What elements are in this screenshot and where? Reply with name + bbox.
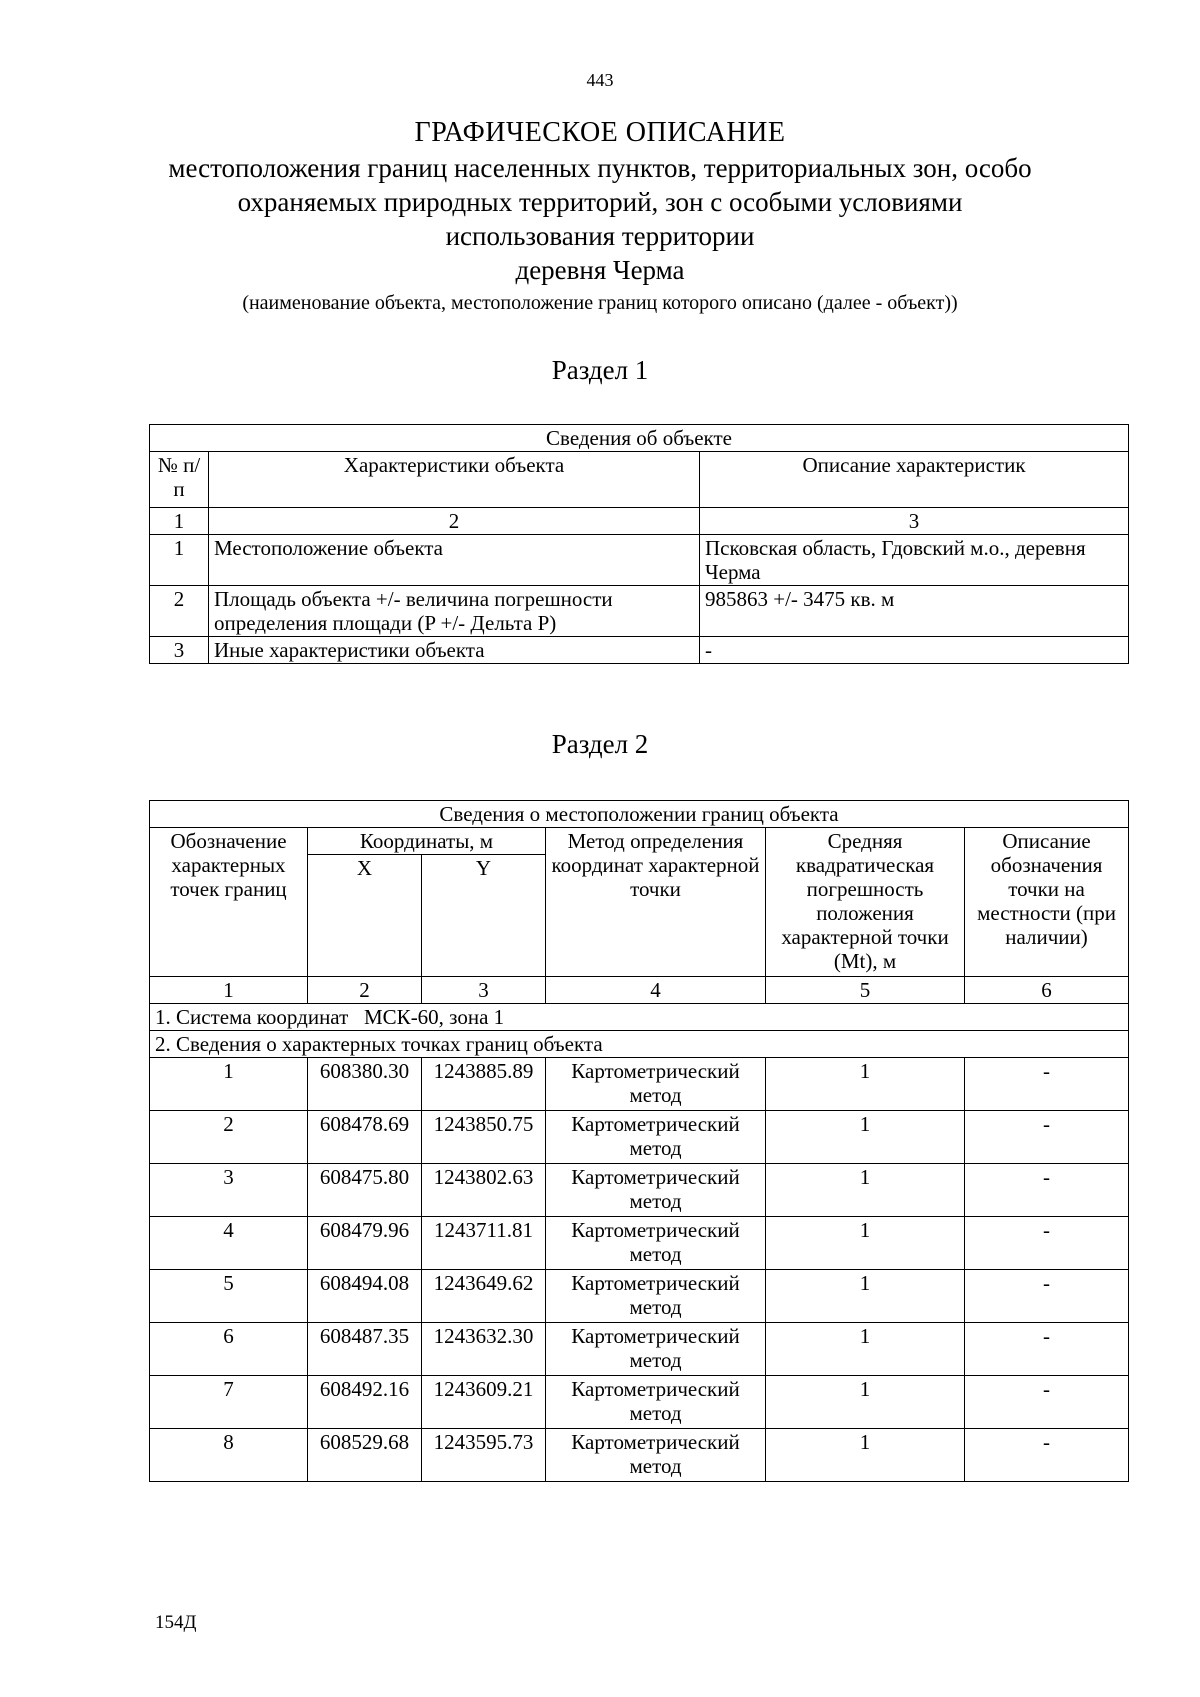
coordinate-system-row: 1. Система координат МСК-60, зона 1 [150, 1004, 1129, 1031]
table-row [150, 1164, 1129, 1217]
column-number: 6 [965, 977, 1129, 1004]
points-body [150, 1058, 1129, 1482]
x-coordinate-cell: 608529.68 [308, 1429, 422, 1482]
table-row [150, 1058, 1129, 1111]
column-header: № п/п [150, 452, 209, 508]
x-coordinate-cell: 608478.69 [308, 1111, 422, 1164]
error-cell: 1 [766, 1164, 965, 1217]
object-name-note: (наименование объекта, местоположение границ которого описано (далее - объект)) [242, 292, 958, 314]
column-number: 2 [209, 508, 700, 535]
column-number: 2 [308, 977, 422, 1004]
table-caption: Сведения о местоположении границ объекта [150, 801, 1129, 828]
y-coordinate-cell: 1243802.63 [422, 1164, 546, 1217]
method-cell: Картометрический метод [546, 1376, 766, 1429]
point-description-cell: - [965, 1164, 1129, 1217]
description-cell: Псковская область, Гдовский м.о., деревня Черма [700, 535, 1129, 586]
description-cell: 985863 +/- 3475 кв. м [700, 586, 1129, 637]
table-row [150, 1429, 1129, 1482]
row-number: 3 [150, 637, 209, 664]
column-header-coordinates: Координаты, м [308, 828, 546, 855]
point-description-cell: - [965, 1217, 1129, 1270]
table-caption: Сведения об объекте [150, 425, 1129, 452]
document-title [0, 115, 1200, 317]
y-coordinate-cell: 1243649.62 [422, 1270, 546, 1323]
point-description-cell: - [965, 1429, 1129, 1482]
x-coordinate-cell: 608380.30 [308, 1058, 422, 1111]
method-cell: Картометрический метод [546, 1217, 766, 1270]
point-id-cell: 5 [150, 1270, 308, 1323]
point-id-cell: 8 [150, 1429, 308, 1482]
column-header-x: X [308, 855, 422, 977]
section-1-title: Раздел 1 [551, 355, 649, 385]
table-row [150, 535, 1129, 586]
point-id-cell: 4 [150, 1217, 308, 1270]
column-number: 1 [150, 508, 209, 535]
point-description-cell: - [965, 1111, 1129, 1164]
point-id-cell: 7 [150, 1376, 308, 1429]
error-cell: 1 [766, 1270, 965, 1323]
table-row [150, 1323, 1129, 1376]
characteristic-cell: Местоположение объекта [209, 535, 700, 586]
x-coordinate-cell: 608494.08 [308, 1270, 422, 1323]
method-cell: Картометрический метод [546, 1270, 766, 1323]
error-cell: 1 [766, 1376, 965, 1429]
x-coordinate-cell: 608475.80 [308, 1164, 422, 1217]
point-id-cell: 6 [150, 1323, 308, 1376]
row-number: 1 [150, 535, 209, 586]
object-info-table [149, 424, 1129, 664]
page-number: 443 [586, 70, 614, 90]
point-description-cell: - [965, 1323, 1129, 1376]
title-main: ГРАФИЧЕСКОЕ ОПИСАНИЕ [414, 117, 786, 148]
error-cell: 1 [766, 1429, 965, 1482]
table-row [150, 1217, 1129, 1270]
error-cell: 1 [766, 1058, 965, 1111]
table-row [150, 1376, 1129, 1429]
column-number: 3 [422, 977, 546, 1004]
characteristic-cell: Иные характеристики объекта [209, 637, 700, 664]
point-id-cell: 3 [150, 1164, 308, 1217]
point-id-cell: 2 [150, 1111, 308, 1164]
column-header: Описание характеристик [700, 452, 1129, 508]
characteristic-cell: Площадь объекта +/- величина погрешности определения площади (P +/- Дельта P) [209, 586, 700, 637]
error-cell: 1 [766, 1217, 965, 1270]
point-description-cell: - [965, 1376, 1129, 1429]
title-line-2: охраняемых природных территорий, зон с особыми условиями [237, 187, 963, 217]
column-header-designation: Обозначение характерных точек границ [150, 828, 308, 977]
x-coordinate-cell: 608479.96 [308, 1217, 422, 1270]
table-row [150, 637, 1129, 664]
column-header-method: Метод определения координат характерной точки [546, 828, 766, 977]
method-cell: Картометрический метод [546, 1058, 766, 1111]
column-header-y: Y [422, 855, 546, 977]
y-coordinate-cell: 1243711.81 [422, 1217, 546, 1270]
title-line-1: местоположения границ населенных пунктов, территориальных зон, особо [168, 153, 1032, 183]
section-2-title: Раздел 2 [551, 729, 649, 759]
point-id-cell: 1 [150, 1058, 308, 1111]
column-number: 4 [546, 977, 766, 1004]
point-description-cell: - [965, 1270, 1129, 1323]
column-header: Характеристики объекта [209, 452, 700, 508]
row-number: 2 [150, 586, 209, 637]
x-coordinate-cell: 608492.16 [308, 1376, 422, 1429]
table-row [150, 1270, 1129, 1323]
column-header-point-description: Описание обозначения точки на местности (при наличии) [965, 828, 1129, 977]
description-cell: - [700, 637, 1129, 664]
error-cell: 1 [766, 1323, 965, 1376]
title-line-3: использования территории [445, 221, 755, 251]
column-number: 1 [150, 977, 308, 1004]
footer-code: 154Д [155, 1612, 197, 1633]
error-cell: 1 [766, 1111, 965, 1164]
object-name: деревня Черма [515, 255, 685, 285]
column-number: 5 [766, 977, 965, 1004]
column-number: 3 [700, 508, 1129, 535]
boundary-points-table [149, 800, 1129, 1482]
method-cell: Картометрический метод [546, 1323, 766, 1376]
method-cell: Картометрический метод [546, 1111, 766, 1164]
method-cell: Картометрический метод [546, 1164, 766, 1217]
y-coordinate-cell: 1243885.89 [422, 1058, 546, 1111]
y-coordinate-cell: 1243850.75 [422, 1111, 546, 1164]
y-coordinate-cell: 1243632.30 [422, 1323, 546, 1376]
y-coordinate-cell: 1243595.73 [422, 1429, 546, 1482]
column-header-error: Средняя квадратическая погрешность положения характерной точки (Mt), м [766, 828, 965, 977]
x-coordinate-cell: 608487.35 [308, 1323, 422, 1376]
method-cell: Картометрический метод [546, 1429, 766, 1482]
point-description-cell: - [965, 1058, 1129, 1111]
points-caption-row: 2. Сведения о характерных точках границ объекта [150, 1031, 1129, 1058]
y-coordinate-cell: 1243609.21 [422, 1376, 546, 1429]
table-row [150, 586, 1129, 637]
table-row [150, 1111, 1129, 1164]
